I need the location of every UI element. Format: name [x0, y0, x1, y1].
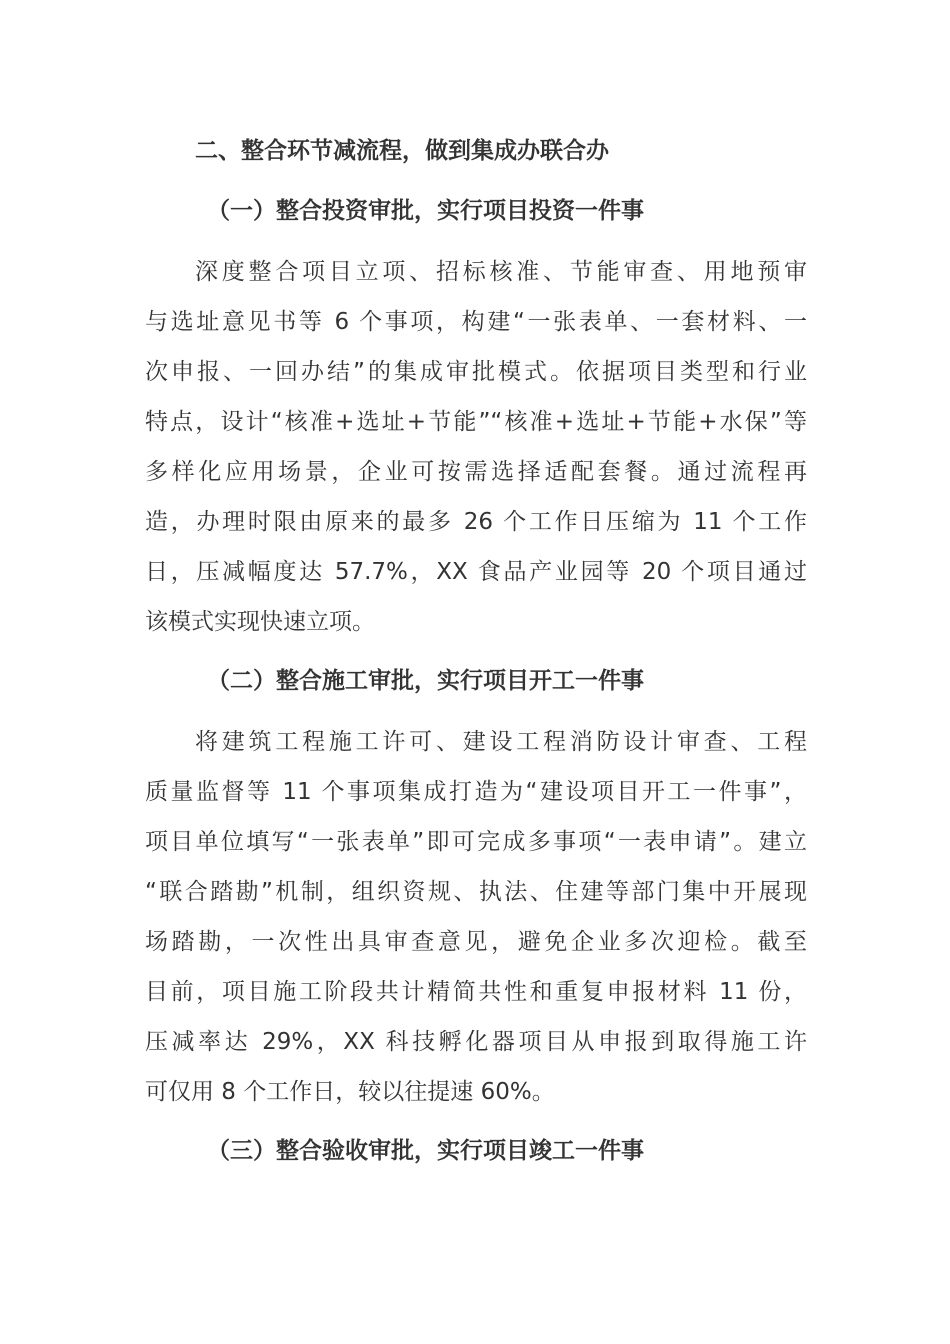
- paragraph-line: 特点，设计“核准+选址+节能”“核准+选址+节能+水保”等: [145, 409, 807, 435]
- paragraph-line: 项目单位填写“一张表单”即可完成多事项“一表申请”。建立: [145, 829, 807, 855]
- subsection-heading-3: （三）整合验收审批，实行项目竣工一件事: [207, 1138, 644, 1164]
- paragraph-line: 日，压减幅度达 57.7%，XX 食品产业园等 20 个项目通过: [145, 559, 807, 585]
- subsection-heading-1: （一）整合投资审批，实行项目投资一件事: [207, 198, 644, 224]
- paragraph-1: [145, 247, 807, 647]
- paragraph-2: [145, 717, 807, 1117]
- document-body: [145, 126, 807, 1187]
- section-title: 二、整合环节减流程，做到集成办联合办: [195, 138, 609, 164]
- paragraph-line: 压减率达 29%，XX 科技孵化器项目从申报到取得施工许: [145, 1029, 807, 1055]
- subsection-heading-2: （二）整合施工审批，实行项目开工一件事: [207, 668, 644, 694]
- paragraph-line: 质量监督等 11 个事项集成打造为“建设项目开工一件事”，: [145, 779, 807, 805]
- paragraph-line: 可仅用 8 个工作日，较以往提速 60%。: [145, 1079, 555, 1105]
- paragraph-line: 将建筑工程施工许可、建设工程消防设计审查、工程: [195, 729, 807, 755]
- paragraph-line: 次申报、一回办结”的集成审批模式。依据项目类型和行业: [145, 359, 807, 385]
- paragraph-line: 多样化应用场景，企业可按需选择适配套餐。通过流程再: [145, 459, 807, 485]
- paragraph-line: 场踏勘，一次性出具审查意见，避免企业多次迎检。截至: [145, 929, 807, 955]
- paragraph-line: 与选址意见书等 6 个事项，构建“一张表单、一套材料、一: [145, 309, 807, 335]
- paragraph-line: 目前，项目施工阶段共计精简共性和重复申报材料 11 份，: [145, 979, 807, 1005]
- paragraph-line: 该模式实现快速立项。: [145, 609, 375, 635]
- paragraph-line: “联合踏勘”机制，组织资规、执法、住建等部门集中开展现: [145, 879, 807, 905]
- paragraph-line: 造，办理时限由原来的最多 26 个工作日压缩为 11 个工作: [145, 509, 807, 535]
- paragraph-line: 深度整合项目立项、招标核准、节能审查、用地预审: [195, 259, 807, 285]
